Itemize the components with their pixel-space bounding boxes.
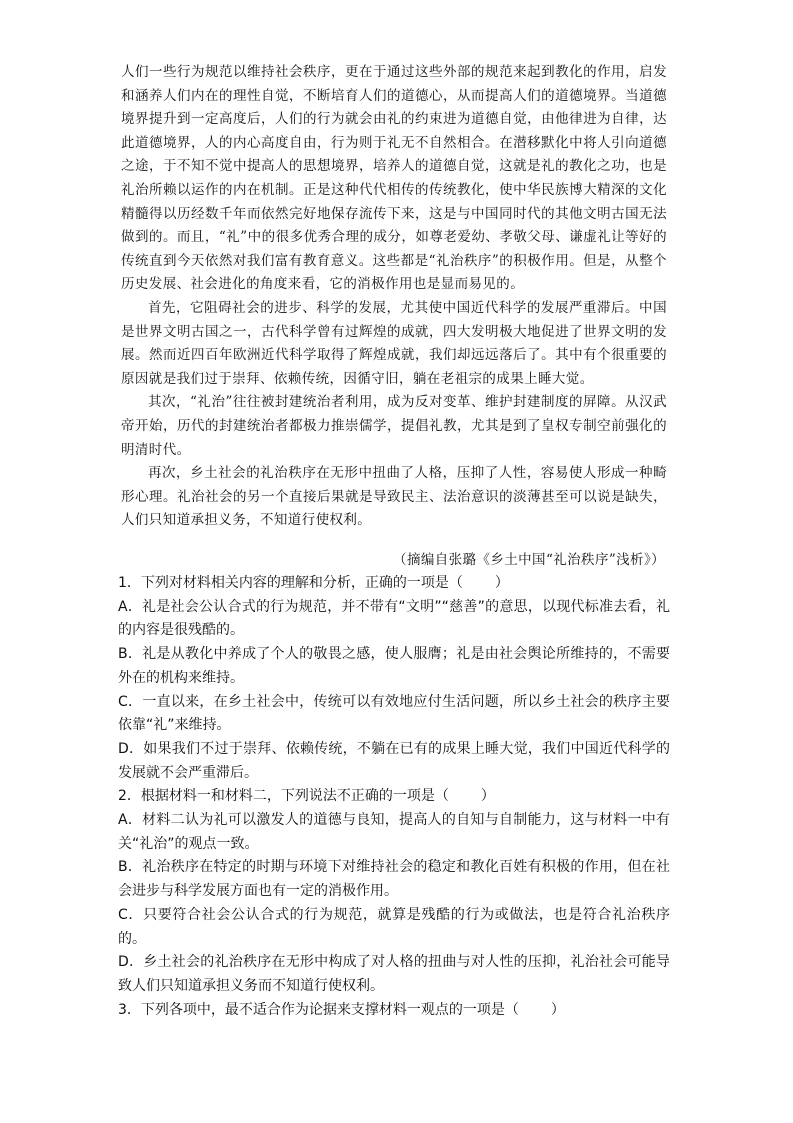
question-stem: 2．根据材料一和材料二，下列说法不正确的一项是（ ） [118, 788, 495, 805]
option-a: A．材料二认为礼可以激发人的道德与良知，提高人的自知与自制能力，这与材料一中有关“礼治”的观点一致。 [118, 812, 670, 852]
question-3 [118, 999, 670, 1023]
question-stem: 1．下列对材料相关内容的理解和分析，正确的一项是（ ） [118, 575, 509, 591]
passage-paragraph: 其次，“礼治”往往被封建统治者利用，成为反对变革、维护封建制度的屏障。从汉武帝开始，历代的封建统治者都极力推崇儒学，提倡礼教，尤其是到了皇权专制空前强化的明清时代。 [121, 394, 667, 458]
option-b: B．礼是从教化中养成了个人的敬畏之感，使人服膺；礼是由社会舆论所维持的，不需要外在的机构来维持。 [118, 646, 670, 686]
question-1 [118, 572, 670, 785]
option-d: D．乡土社会的礼治秩序在无形中构成了对人格的扭曲与对人性的压抑，礼治社会可能导致人们只知道承担义务而不知道行使权利。 [118, 954, 670, 994]
reading-passage [121, 61, 667, 533]
option-b: B．礼治秩序在特定的时期与环境下对维持社会的稳定和教化百姓有积极的作用，但在社会进步与科学发展方面也有一定的消极作用。 [118, 859, 670, 900]
option-c: C．一直以来，在乡土社会中，传统可以有效地应付生活问题，所以乡土社会的秩序主要依靠“礼”来维持。 [118, 693, 670, 734]
option-a: A．礼是社会公认合式的行为规范，并不带有“文明”“慈善”的意思，以现代标准去看，礼的内容是很残酷的。 [118, 598, 670, 639]
question-list [118, 572, 670, 1022]
option-c: C．只要符合社会公认合式的行为规范，就算是残酷的行为或做法，也是符合礼治秩序的。 [118, 906, 670, 947]
question-2 [118, 785, 670, 998]
question-stem: 3．下列各项中，最不适合作为论据来支撑材料一观点的一项是（ ） [118, 1001, 565, 1018]
passage-paragraph: 再次，乡土社会的礼治秩序在无形中扭曲了人格，压抑了人性，容易使人形成一种畸形心理。礼治社会的另一个直接后果就是导致民主、法治意识的淡薄甚至可以说是缺失，人们只知道承担义务，不知道行使权利。 [121, 465, 667, 529]
passage-paragraph: 首先，它阻碍社会的进步、科学的发展，尤其使中国近代科学的发展严重滞后。中国是世界文明古国之一，古代科学曾有过辉煌的成就，四大发明极大地促进了世界文明的发展。然而近四百年欧洲近代科学取得了辉煌成就，我们却远远落后了。其中有个很重要的原因就是我们过于崇拜、依赖传统，因循守旧，躺在老祖宗的成果上睡大觉。 [121, 299, 667, 387]
passage-source: （摘编自张璐《乡土中国“礼治秩序”浅析》） [393, 552, 665, 568]
passage-paragraph: 人们一些行为规范以维持社会秩序，更在于通过这些外部的规范来起到教化的作用，启发和涵养人们内在的理性自觉，不断培育人们的道德心，从而提高人们的道德境界。当道德境界提升到一定高度后，人们的行为就会由礼的约束进为道德自觉，由他律进为自律，达此道德境界，人的内心高度自由，行为则于礼无不自然相合。在潜移默化中将人引向道德之途，于不知不觉中提高人的思想境界，培养人的道德自觉，这就是礼的教化之功，也是礼治所赖以运作的内在机制。正是这种代代相传的传统教化，使中华民族博大精深的文化精髓得以历经数千年而依然完好地保存流传下来，这是与中国同时代的其他文明古国无法做到的。而且，“礼”中的很多优秀合理的成分，如尊老爱幼、孝敬父母、谦虚礼让等好的传统直到今天依然对我们富有教育意义。这些都是“礼治秩序”的积极作用。但是，从整个历史发展、社会进化的角度来看，它的消极作用也是显而易见的。 [121, 64, 667, 293]
option-d: D．如果我们不过于崇拜、依赖传统，不躺在已有的成果上睡大觉，我们中国近代科学的发展就不会严重滞后。 [118, 740, 670, 781]
